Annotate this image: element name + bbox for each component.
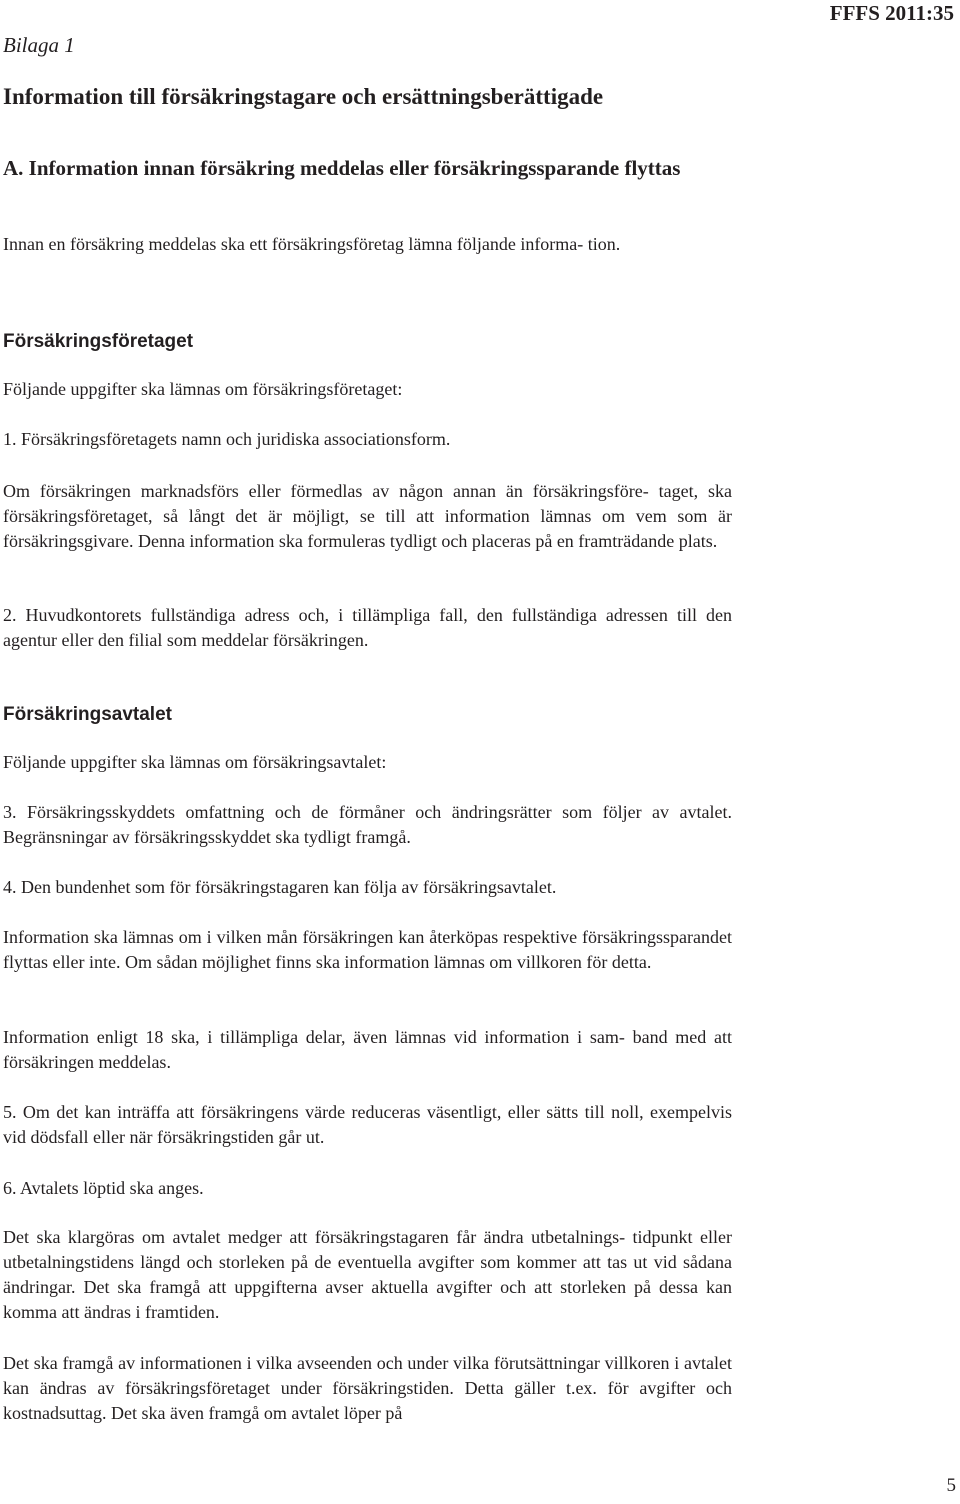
payments-paragraph: Det ska klargöras om avtalet medger att försäkringstagaren får ändra utbetalnings- tidpunkt eller utbetalningstidens längd och storleken på de eventuella avgifter som kommer att tas ut vid sådana ändringar. Det ska framgå att uppgifterna avser aktuella avgifter och att storleken på dessa kan komma att ändras i framtiden. [3, 1227, 732, 1322]
section-18-paragraph: Information enligt 18 ska, i tillämpliga delar, även lämnas vid information i sam- band med att försäkringen meddelas. [3, 1027, 732, 1072]
contract-item-4: 4. Den bundenhet som för försäkringstagaren kan följa av försäkringsavtalet. [3, 877, 557, 897]
insurer-item-1: 1. Försäkringsföretagets namn och juridiska associationsform. [3, 429, 451, 449]
contract-item-5: 5. Om det kan inträffa att försäkringens värde reduceras väsentligt, eller sätts till noll, exempelvis vid dödsfall eller när försäkringstiden går ut. [3, 1102, 732, 1147]
appendix-label: Bilaga 1 [3, 33, 75, 57]
repurchase-paragraph: Information ska lämnas om i vilken mån försäkringen kan återköpas respektive försäkringssparandet flyttas eller inte. Om sådan möjlighet finns ska information lämnas om villkoren för detta. [3, 927, 732, 972]
regulation-code: FFFS 2011:35 [829, 1, 954, 25]
insurer-note: Om försäkringen marknadsförs eller förmedlas av någon annan än försäkringsföre- taget, ska försäkringsföretaget, så långt det är möjligt, se till att information lämnas om vem som är försäkringsgivare. Denna information ska formuleras tydligt och placeras på en framträdande plats. [3, 481, 732, 551]
section-a-heading: A. Information innan försäkring meddelas eller försäkringssparande flyttas [3, 156, 681, 180]
insurer-lead: Följande uppgifter ska lämnas om försäkringsföretaget: [3, 379, 403, 399]
page-number: 5 [946, 1475, 956, 1496]
contract-item-3: 3. Försäkringsskyddets omfattning och de förmåner och ändringsrätter som följer av avtalet. Begränsningar av försäkringsskyddet ska tydligt framgå. [3, 802, 732, 847]
contract-lead: Följande uppgifter ska lämnas om försäkringsavtalet: [3, 752, 387, 772]
contract-heading: Försäkringsavtalet [3, 704, 172, 725]
section-a-intro: Innan en försäkring meddelas ska ett försäkringsföretag lämna följande informa- tion. [3, 234, 621, 254]
contract-item-6: 6. Avtalets löptid ska anges. [3, 1178, 204, 1198]
insurer-item-2: 2. Huvudkontorets fullständiga adress och, i tillämpliga fall, den fullständiga adressen till den agentur eller den filial som meddelar försäkringen. [3, 605, 732, 650]
insurer-heading: Försäkringsföretaget [3, 331, 194, 352]
page-title: Information till försäkringstagare och ersättningsberättigade [3, 84, 604, 109]
terms-paragraph: Det ska framgå av informationen i vilka avseenden och under vilka förutsättningar villkoren i avtalet kan ändras av försäkringsföretaget under försäkringstiden. Detta gäller t.ex. för avgifter och kostnadsuttag. Det ska även framgå om avtalet löper på [3, 1353, 732, 1423]
